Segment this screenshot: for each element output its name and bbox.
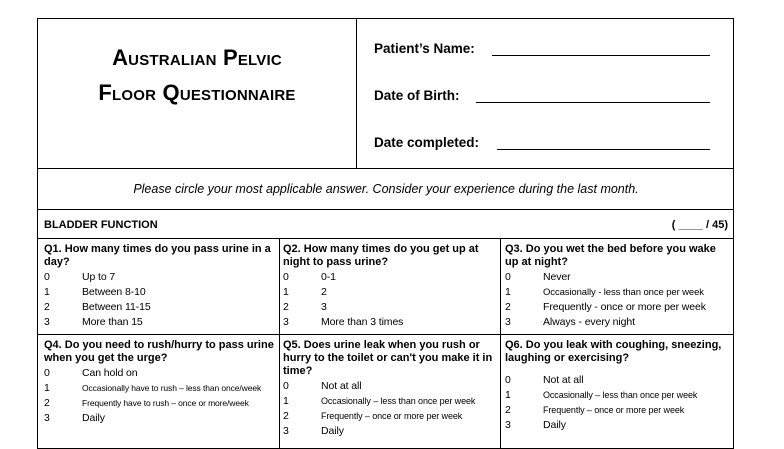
q3-option-3[interactable] <box>505 315 731 330</box>
q1-option-2[interactable] <box>44 300 274 315</box>
q5-option-1[interactable] <box>283 394 495 409</box>
option-text: Daily <box>543 419 566 431</box>
option-text: More than 15 <box>82 316 143 328</box>
form-title-line1: Australian Pelvic <box>112 45 282 70</box>
option-score: 0 <box>505 374 511 386</box>
question-q1 <box>44 243 274 330</box>
patient-name-label: Patient’s Name: <box>374 41 475 56</box>
option-score: 2 <box>44 397 50 409</box>
option-text: Daily <box>321 425 344 437</box>
q2-option-2[interactable] <box>283 300 495 315</box>
option-score: 3 <box>283 425 289 437</box>
option-text: 3 <box>321 301 327 313</box>
option-score: 3 <box>505 316 511 328</box>
option-score: 2 <box>505 404 511 416</box>
option-text: Up to 7 <box>82 271 116 283</box>
option-text: Not at all <box>321 380 362 392</box>
question-q3-title: Q3. Do you wet the bed before you wake up at night? <box>505 243 716 268</box>
option-score: 1 <box>505 389 511 401</box>
option-text: Between 8-10 <box>82 286 146 298</box>
question-q5-title: Q5. Does urine leak when you rush or hurry to the toilet or can't you make it in time? <box>283 339 493 377</box>
option-score: 0 <box>283 271 289 283</box>
option-score: 3 <box>44 412 50 424</box>
q6-option-1[interactable] <box>505 388 731 403</box>
option-text: More than 3 times <box>321 316 404 328</box>
q6-option-3[interactable] <box>505 418 731 433</box>
option-text: Never <box>543 271 571 283</box>
option-text: 2 <box>321 286 327 298</box>
option-score: 3 <box>505 419 511 431</box>
q5-option-2[interactable] <box>283 409 495 424</box>
q3-option-0[interactable] <box>505 270 731 285</box>
option-text: Occasionally – less than once per week <box>543 390 698 400</box>
q1-option-1[interactable] <box>44 285 274 300</box>
q5-option-0[interactable] <box>283 379 495 394</box>
q4-option-0[interactable] <box>44 366 274 381</box>
question-q4-title: Q4. Do you need to rush/hurry to pass urine when you get the urge? <box>44 339 274 364</box>
question-q6 <box>505 339 731 433</box>
option-score: 0 <box>505 271 511 283</box>
column-divider-1 <box>279 238 280 448</box>
option-score: 2 <box>283 410 289 422</box>
section-score: ( ____ / 45) <box>671 219 728 231</box>
form-title-line2: Floor Questionnaire <box>98 80 296 105</box>
instructions-text: Please circle your most applicable answer. Consider your experience during the last month. <box>133 182 639 196</box>
option-text: Frequently – once or more per week <box>321 411 463 421</box>
q2-option-1[interactable] <box>283 285 495 300</box>
q3-option-2[interactable] <box>505 300 731 315</box>
option-text: Occasionally – less than once per week <box>321 396 476 406</box>
question-q1-title: Q1. How many times do you pass urine in a day? <box>44 243 271 268</box>
patient-name-field[interactable] <box>492 55 710 56</box>
question-q4 <box>44 339 274 426</box>
option-score: 0 <box>44 367 50 379</box>
option-text: Between 11-15 <box>82 301 151 313</box>
q1-option-0[interactable] <box>44 270 274 285</box>
row-divider <box>37 334 734 335</box>
question-q2 <box>283 243 495 330</box>
q6-option-0[interactable] <box>505 373 731 388</box>
option-text: Occasionally - less than once per week <box>543 287 704 298</box>
q4-option-3[interactable] <box>44 411 274 426</box>
question-q6-title: Q6. Do you leak with coughing, sneezing, laughing or exercising? <box>505 339 722 364</box>
option-text: Can hold on <box>82 367 138 379</box>
question-q5 <box>283 339 495 439</box>
option-score: 0 <box>44 271 50 283</box>
option-text: Daily <box>82 412 105 424</box>
q5-option-3[interactable] <box>283 424 495 439</box>
q2-option-0[interactable] <box>283 270 495 285</box>
option-text: Frequently – once or more per week <box>543 405 685 415</box>
q3-option-1[interactable] <box>505 285 731 300</box>
option-score: 1 <box>283 286 289 298</box>
option-score: 3 <box>44 316 50 328</box>
date-completed-label: Date completed: <box>374 135 480 150</box>
question-q3 <box>505 243 731 330</box>
date-of-birth-label: Date of Birth: <box>374 88 460 103</box>
option-score: 1 <box>44 286 50 298</box>
question-q2-title: Q2. How many times do you get up at night to pass urine? <box>283 243 479 268</box>
q6-option-2[interactable] <box>505 403 731 418</box>
option-text: 0-1 <box>321 271 336 283</box>
option-text: Occasionally have to rush – less than once/week <box>82 383 262 393</box>
section-title: BLADDER FUNCTION <box>44 219 158 231</box>
q4-option-2[interactable] <box>44 396 274 411</box>
option-text: Frequently have to rush – once or more/week <box>82 398 249 408</box>
option-text: Not at all <box>543 374 584 386</box>
q2-option-3[interactable] <box>283 315 495 330</box>
column-divider-2 <box>500 238 501 448</box>
section-header-divider <box>37 238 734 239</box>
q4-option-1[interactable] <box>44 381 274 396</box>
option-text: Frequently - once or more per week <box>543 301 706 313</box>
option-score: 1 <box>505 286 511 298</box>
header-divider <box>356 18 357 169</box>
option-score: 1 <box>44 382 50 394</box>
option-score: 2 <box>44 301 50 313</box>
option-score: 3 <box>283 316 289 328</box>
option-score: 1 <box>283 395 289 407</box>
date-of-birth-field[interactable] <box>476 102 710 103</box>
q1-option-3[interactable] <box>44 315 274 330</box>
option-score: 2 <box>505 301 511 313</box>
option-score: 0 <box>283 380 289 392</box>
option-score: 2 <box>283 301 289 313</box>
date-completed-field[interactable] <box>497 149 710 150</box>
option-text: Always - every night <box>543 316 635 328</box>
